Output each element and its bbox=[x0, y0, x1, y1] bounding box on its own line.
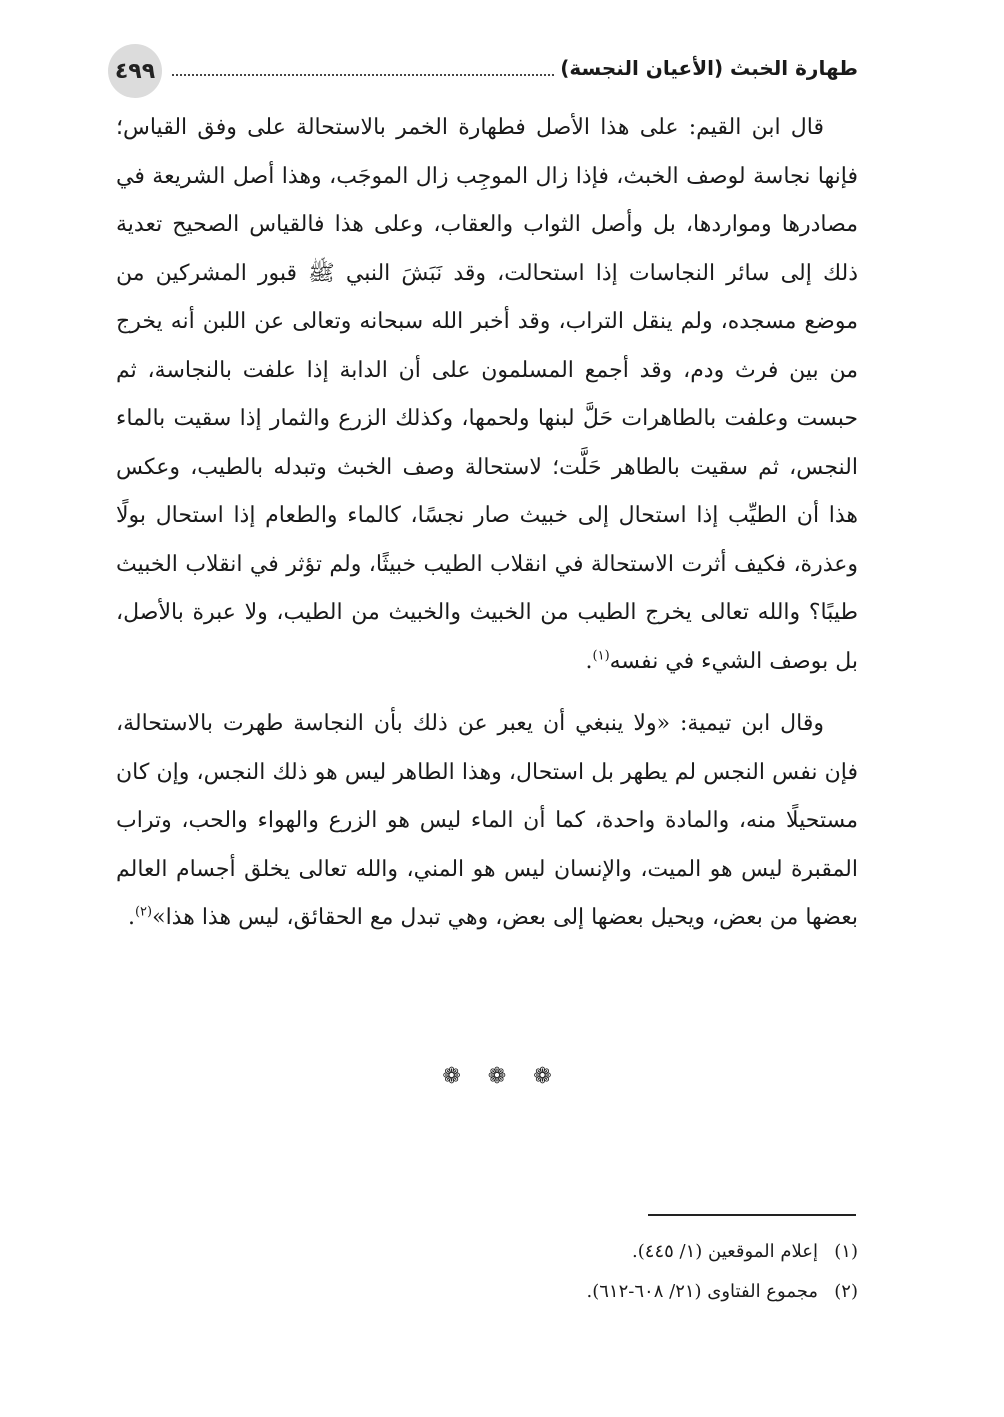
footnote-number: (١) bbox=[834, 1241, 858, 1262]
section-ornament: ❁ ❁ ❁ bbox=[442, 1064, 562, 1089]
paragraph-ibn-alqayyim bbox=[116, 104, 858, 686]
paragraph-ibn-taymiyyah bbox=[116, 700, 858, 943]
paragraph-text: وقال ابن تيمية: «ولا ينبغي أن يعبر عن ذلك بأن النجاسة طهرت بالاستحالة، فإن نفس النجس لم يطهر بل استحال، وهذا الطاهر ليس هو ذلك النجس، وإن كان مستحيلًا منه، والمادة واحدة، كما أن الماء ليس هو الزرع والهواء والحب، وتراب المقبرة ليس هو الميت، والإنسان ليس هو المني، والله تعالى يخلق أجسام العالم بعضها من بعض، ويحيل بعضها إلى بعض، وهي تبدل مع الحقائق، ليس هذا هذا» bbox=[116, 711, 858, 930]
footnote-divider bbox=[648, 1214, 856, 1216]
page-number: ٤٩٩ bbox=[108, 44, 162, 98]
header-dotted-leader bbox=[172, 74, 554, 76]
running-title: طهارة الخبث (الأعيان النجسة) bbox=[560, 56, 858, 80]
footnote-number: (٢) bbox=[834, 1281, 858, 1302]
running-header bbox=[172, 48, 858, 88]
paragraph-end: . bbox=[585, 648, 593, 674]
footnote-ref[interactable]: (٢) bbox=[134, 904, 153, 920]
paragraph-text: قال ابن القيم: على هذا الأصل فطهارة الخمر بالاستحالة على وفق القياس؛ فإنها نجاسة لوصف الخبث، فإذا زال الموجِب زال الموجَب، وهذا أصل الشريعة في مصادرها ومواردها، بل وأصل الثواب والعقاب، وعلى هذا فالقياس الصحيح تعدية ذلك إلى سائر النجاسات إذا استحالت، وقد نَبَشَ النبي ﷺ قبور المشركين من موضع مسجده، ولم ينقل التراب، وقد أخبر الله سبحانه وتعالى عن اللبن أنه يخرج من بين فرث ودم، وقد أجمع المسلمون على أن الدابة إذا علفت بالنجاسة، ثم حبست وعلفت بالطاهرات حَلَّ لبنها ولحمها، وكذلك الزرع والثمار إذا سقيت بالماء النجس، ثم سقيت بالطاهر حَلَّت؛ لاستحالة وصف الخبث وتبدله بالطيب، وعكس هذا أن الطيِّب إذا استحال إلى خبيث صار نجسًا، كالماء والطعام إذا استحال بولًا وعذرة، فكيف أثرت الاستحالة في انقلاب الطيب خبيثًا، ولم تؤثر في انقلاب الخبيث طيبًا؟ والله تعالى يخرج الطيب من الخبيث والخبيث من الطيب، ولا عبرة بالأصل، بل بوصف الشيء في نفسه bbox=[116, 115, 858, 674]
footnote-ref[interactable]: (١) bbox=[592, 648, 610, 664]
footnote-item bbox=[116, 1272, 858, 1312]
main-text bbox=[116, 104, 858, 957]
paragraph-end: . bbox=[127, 905, 135, 930]
footnote-text: مجموع الفتاوى (٢١/ ٦٠٨-٦١٢). bbox=[586, 1281, 818, 1302]
footnotes bbox=[116, 1232, 858, 1312]
footnote-text: إعلام الموقعين (١/ ٤٤٥). bbox=[632, 1241, 818, 1262]
footnote-item bbox=[116, 1232, 858, 1272]
